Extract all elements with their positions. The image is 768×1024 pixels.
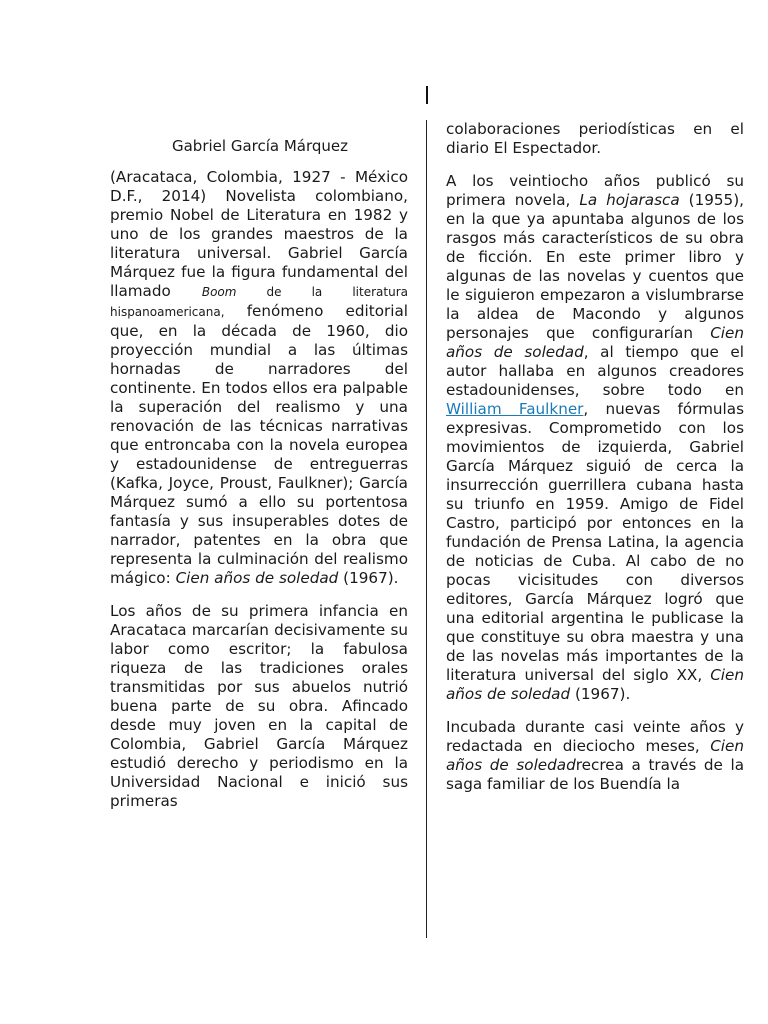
work-title: Cien años de soledad	[446, 737, 744, 774]
paragraph: A los veintiocho años publicó su primera novela, La hojarasca (1955), en la que ya apuntaba algunos de los rasgos más característicos de su obra de ficción. En este primer libro y algunas de las novelas y cuentos que le siguieron empezaron a vislumbrarse la aldea de Macondo y algunos personajes que configurarían Cien años de soledad, al tiempo que el autor hallaba en algunos creadores estadounidenses, sobre todo en William Faulkner, nuevas fórmulas expresivas. Comprometido con los movimientos de izquierda, Gabriel García Márquez siguió de cerca la insurrección guerrillera cubana hasta su triunfo en 1959. Amigo de Fidel Castro, participó por entonces en la fundación de Prensa Latina, la agencia de noticias de Cuba. Al cabo de no pocas vicisitudes con diversos editores, García Márquez logró que una editorial argentina le publicase la que constituye su obra maestra y una de las novelas más importantes de la literatura universal del siglo XX, Cien años de soledad (1967).	[446, 172, 744, 703]
column-divider	[426, 120, 427, 938]
paragraph: Los años de su primera infancia en Aracataca marcarían decisivamente su labor como escritor; la fabulosa riqueza de las tradiciones orales transmitidas por sus abuelos nutrió buena parte de su obra. Afincado desde muy joven en la capital de Colombia, Gabriel García Márquez estudió derecho y periodismo en la Universidad Nacional e inició sus primeras	[110, 602, 408, 810]
paragraph: Incubada durante casi veinte años y redactada en dieciocho meses, Cien años de soledadrecrea a través de la saga familiar de los Buendía la	[446, 718, 745, 793]
right-column	[446, 120, 744, 808]
work-title: La hojarasca	[579, 191, 680, 209]
work-title: Cien años de soledad	[175, 569, 339, 587]
faulkner-link[interactable]: William Faulkner	[446, 400, 584, 418]
page-title: Gabriel García Márquez	[171, 137, 349, 155]
work-title: Cien años de soledad	[446, 324, 744, 361]
boom-term: Boom	[201, 285, 237, 299]
paragraph: (Aracataca, Colombia, 1927 - México D.F., 2014) Novelista colombiano, premio Nobel de Literatura en 1982 y uno de los grandes maestros de la literatura universal. Gabriel García Márquez fue la figura fundamental del llamado Boom de la literatura hispanoamericana, fenómeno editorial que, en la década de 1960, dio proyección mundial a las últimas hornadas de narradores del continente. En todos ellos era palpable la superación del realismo y una renovación de las técnicas narrativas que entroncaba con la novela europea y estadounidense de entreguerras (Kafka, Joyce, Proust, Faulkner); García Márquez sumó a ello su portentosa fantasía y sus insuperables dotes de narrador, patentes en la obra que representa la culminación del realismo mágico: Cien años de soledad (1967).	[110, 168, 408, 587]
work-title: Cien años de soledad	[446, 666, 744, 703]
text-cursor	[426, 86, 428, 104]
left-column	[110, 168, 408, 825]
paragraph: colaboraciones periodísticas en el diario El Espectador.	[446, 120, 744, 157]
